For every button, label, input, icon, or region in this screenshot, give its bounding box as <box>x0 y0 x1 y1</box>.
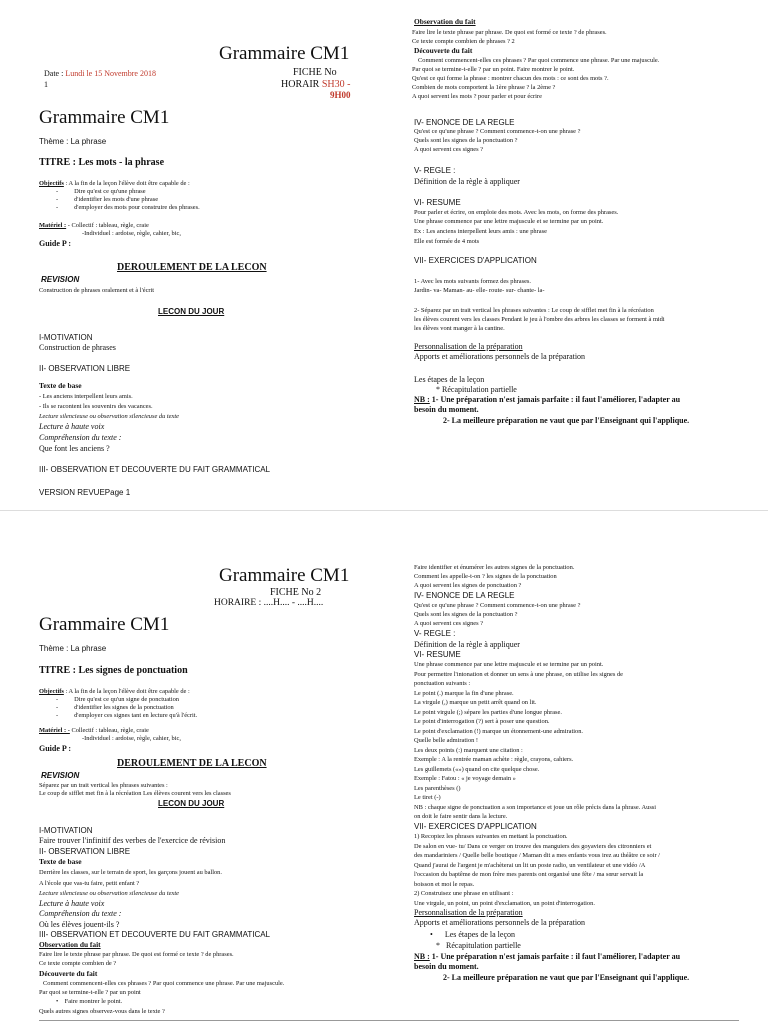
ex2-line: 2- Séparez par un trait vertical les phrases suivantes : Le coup de sifflet met fin à la récréation <box>414 307 654 314</box>
horaire-end: 9H00 <box>330 90 351 100</box>
text-line: on doit le faire sentir dans la lecture. <box>414 813 508 820</box>
horaire-line: HORAIRE : ....H.... - ....H.... <box>214 598 324 608</box>
ex-line: 1- Avec les mots suivants formez des phrases. <box>414 278 532 285</box>
page-number: 1 <box>44 80 48 89</box>
regle-text: Définition de la règle à appliquer <box>414 177 520 186</box>
dec-line: Combien de mots comportent la 1ère phrase ? la 2ème ? <box>412 84 556 91</box>
dec-line: Comment commencent-elles ces phrases ? Par quoi commence une phrase. Par une majuscule. <box>43 980 285 987</box>
decouverte-title: Découverte du fait <box>414 46 473 55</box>
obs-line: Faire lire le texte phrase par phrase. De quoi est formé ce texte ? de phrases. <box>412 29 607 36</box>
lecon-heading: LECON DU JOUR <box>158 799 225 808</box>
obs-line: Ce texte compte combien de ? <box>39 960 117 967</box>
text-line: Les parenthèses () <box>414 784 461 792</box>
obj-item: - Dire qu'est ce qu'un signe de ponctuation <box>56 696 179 703</box>
dec-line: Par quoi se termine-t-elle ? par un point. Faire montrer le point. <box>412 66 575 73</box>
enonce-line: Quels sont les signes de la ponctuation ? <box>414 611 518 618</box>
text-line: Le tiret (-) <box>414 794 441 801</box>
deroulement-heading: DEROULEMENT DE LA LECON <box>117 262 267 273</box>
page-bottom-rule <box>39 1020 739 1021</box>
texte-line: Derrière les classes, sur le terrain de sport, les garçons jouent au ballon. <box>39 869 222 876</box>
enonce: IV- ENONCE DE LA REGLE <box>414 591 515 600</box>
header-title: Grammaire CM1 <box>219 43 350 64</box>
resume-line: Une phrase commence par une lettre majuscule et se termine par un point. <box>414 218 604 225</box>
resume-line: Elle est formée de 4 mots <box>414 238 480 245</box>
exercices: VII- EXERCICES D'APPLICATION <box>414 256 537 265</box>
question: Où les élèves jouent-ils ? <box>39 920 120 929</box>
obj-item: - d'employer ces signes tant en lecture qu'à l'écrit. <box>56 712 198 719</box>
resume: VI- RESUME <box>414 650 461 659</box>
text-line: Une phrase commence par une lettre majuscule et se termine par un point. <box>414 661 604 668</box>
deroulement-heading: DEROULEMENT DE LA LECON <box>117 758 267 769</box>
recapitulation: * Récapitulation partielle <box>436 385 517 394</box>
motivation: I-MOTIVATION <box>39 333 93 342</box>
top-line: Comment les appelle-t-on ? les signes de la ponctuation <box>414 573 557 580</box>
revision-text: Construction de phrases oralement et à l'écrit <box>39 287 155 294</box>
dec-line: Qu'est ce qui forme la phrase : montrer chacun des mots : ce sont des mots ?. <box>412 75 609 82</box>
lesson-title: TITRE : Les signes de ponctuation <box>39 665 188 676</box>
etapes: • Les étapes de la leçon <box>430 930 515 939</box>
materiel: Matériel : - Collectif : tableau, règle, craie <box>39 222 149 229</box>
recapitulation: * Récapitulation partielle <box>436 941 521 950</box>
nb-note-cont: besoin du moment. <box>414 962 479 971</box>
text-line: Quelle belle admiration ! <box>414 737 479 744</box>
lecture-silencieuse: Lecture silencieuse ou observation silencieuse du texte <box>39 413 179 420</box>
exercices: VII- EXERCICES D'APPLICATION <box>414 822 537 831</box>
texte-base: Texte de base <box>39 857 82 866</box>
text-line: ponctuation suivants : <box>414 680 471 687</box>
nb-note-2: 2- La meilleure préparation ne vaut que par l'Enseignant qui l'applique. <box>443 416 690 425</box>
guide: Guide P : <box>39 239 72 248</box>
main-title: Grammaire CM1 <box>39 614 170 635</box>
revision-line: Le coup de sifflet met fin à la récréation Les élèves courent vers les classes <box>39 790 231 797</box>
ex2-line: les élèves courent vers les classes Pendant le jeu à l'ombre des arbres les classes se forment à midi <box>414 316 665 323</box>
text-line: La virgule (,) marque un petit arrêt quand on lit. <box>414 699 537 706</box>
text-line: Le point d'interrogation (?) sert à poser une question. <box>414 718 550 725</box>
text-line: 1) Recopiez les phrases suivantes en mettant la ponctuation. <box>414 833 568 840</box>
text-line: boisson et moi le repas. <box>414 880 475 888</box>
personnalisation-text: Apports et améliorations personnels de la préparation <box>414 918 586 927</box>
text-line: Les deux points (:) marquent une citation : <box>414 746 523 754</box>
text-line: Exemple : A la rentrée maman achète : règle, crayons, cahiers. <box>414 756 574 763</box>
enonce-line: Qu'est ce qu'une phrase ? Comment commence-t-on une phrase ? <box>414 128 581 135</box>
enonce-line: A quoi servent ces signes ? <box>414 620 484 627</box>
objectifs: Objectifs : A la fin de la leçon l'élève doit être capable de : <box>39 180 190 187</box>
nb-note: NB : 1- Une préparation n'est jamais parfaite : il faut l'améliorer, l'adapter au <box>414 952 681 961</box>
comprehension: Compréhension du texte : <box>39 909 122 918</box>
resume-line: Ex : Les anciens interpellent leurs amis : une phrase <box>414 228 547 235</box>
enonce: IV- ENONCE DE LA REGLE <box>414 118 515 127</box>
decouverte-title: Découverte du fait <box>39 969 98 978</box>
obs-fait-title: Observation du fait <box>39 940 101 949</box>
observation-libre: II- OBSERVATION LIBRE <box>39 847 131 856</box>
dec-last: Quels autres signes observez-vous dans le texte ? <box>39 1008 165 1015</box>
revision-heading: REVISION <box>41 275 80 284</box>
text-line: Une virgule, un point, un point d'exclamation, un point d'interrogation. <box>414 899 595 907</box>
main-title: Grammaire CM1 <box>39 107 170 128</box>
ex-line: Jardin- va- Maman- au- elle- route- sur- chante- la- <box>414 287 545 294</box>
question: Que font les anciens ? <box>39 444 110 453</box>
materiel-individuel: -Individuel : ardoise, règle, cahier, bic, <box>82 230 181 237</box>
nb-note-cont: besoin du moment. <box>414 405 479 414</box>
theme: Thème : La phrase <box>39 137 107 146</box>
texte-line: - Les anciens interpellent leurs amis. <box>39 393 133 400</box>
text-line: l'occasion du baptême de mon frère mes parents ont organisé une fête / ma sœur servait la <box>414 871 644 878</box>
text-line: des mandariniers / Quelle belle boutique / Maman dit a mes enfants vous irez au théâtre ce soir / <box>414 852 660 859</box>
text-line: Pour permettre l'intonation et donner un sens à une phrase, on utilise les signes de <box>414 670 623 678</box>
materiel-individuel: -Individuel : ardoise, règle, cahier, bic, <box>82 735 181 742</box>
text-line: De salon en vue- tu/ Dans ce verger on trouve des manguiers des goyaviers des citronniers et <box>414 842 652 850</box>
personnalisation-text: Apports et améliorations personnels de la préparation <box>414 352 586 361</box>
materiel: Matériel : - Collectif : tableau, règle, craie <box>39 727 149 734</box>
comprehension: Compréhension du texte : <box>39 433 122 442</box>
fiche-label: FICHE No 2 <box>270 587 322 598</box>
horaire-line: HORAIR SH30 - <box>281 79 351 90</box>
obs-line: Faire lire le texte phrase par phrase. De quoi est formé ce texte ? de phrases. <box>39 951 234 958</box>
nb-note: NB : 1- Une préparation n'est jamais parfaite : il faut l'améliorer, l'adapter au <box>414 395 681 404</box>
motivation: I-MOTIVATION <box>39 826 93 835</box>
dec-line: Par quoi se termine-t-elle ? par un point <box>39 989 141 996</box>
lecon-heading: LECON DU JOUR <box>158 307 225 316</box>
enonce-line: Quels sont les signes de la ponctuation ? <box>414 137 518 144</box>
obj-item: - d'employer des mots pour construire des phrases. <box>56 204 200 211</box>
objectifs: Objectifs : A la fin de la leçon l'élève doit être capable de : <box>39 688 190 695</box>
page-separator <box>0 510 768 511</box>
obj-item: - Dire qu'est ce qu'une phrase <box>56 188 146 195</box>
personnalisation: Personnalisation de la préparation <box>414 342 523 351</box>
obs-fait-title: Observation du fait <box>414 17 476 26</box>
dec-line: Comment commencent-elles ces phrases ? Par quoi commence une phrase. Par une majuscule. <box>418 57 660 64</box>
personnalisation: Personnalisation de la préparation <box>414 908 523 917</box>
page-footer: VERSION REVUEPage 1 <box>39 488 131 497</box>
observation-fait: III- OBSERVATION ET DECOUVERTE DU FAIT GRAMMATICAL <box>39 930 270 939</box>
texte-line: - Ils se racontent les souvenirs des vacances. <box>39 403 153 410</box>
text-line: Quand j'aurai de l'argent je m'achèterai un lit un poste radio, un ventilateur et une vidéo /A <box>414 861 646 869</box>
dec-bullet: • Faire montrer le point. <box>56 998 123 1005</box>
revision-heading: REVISION <box>41 771 80 780</box>
resume: VI- RESUME <box>414 198 461 207</box>
regle-text: Définition de la règle à appliquer <box>414 640 520 649</box>
texte-base: Texte de base <box>39 381 82 390</box>
observation-libre: II- OBSERVATION LIBRE <box>39 364 131 373</box>
theme: Thème : La phrase <box>39 644 107 653</box>
motivation-text: Construction de phrases <box>39 343 116 352</box>
text-line: NB : chaque signe de ponctuation a son importance et joue un rôle précis dans la phrase. Aussi <box>414 803 657 811</box>
obj-item: - d'identifier les signes de la ponctuation <box>56 704 174 711</box>
nb-note-2: 2- La meilleure préparation ne vaut que par l'Enseignant qui l'applique. <box>443 973 690 982</box>
enonce-line: Qu'est ce qu'une phrase ? Comment commence-t-on une phrase ? <box>414 602 581 609</box>
lecture-silencieuse: Lecture silencieuse ou observation silencieuse du texte <box>39 890 179 897</box>
motivation-text: Faire trouver l'infinitif des verbes de l'exercice de révision <box>39 836 226 845</box>
regle: V- REGLE : <box>414 166 456 175</box>
guide: Guide P : <box>39 744 72 753</box>
text-line: Le point virgule (;) sépare les parties d'une longue phrase. <box>414 708 562 716</box>
obs-line: Ce texte compte combien de phrases ? 2 <box>412 38 515 45</box>
texte-line: A l'école que vas-tu faire, petit enfant ? <box>39 880 140 887</box>
resume-line: Pour parler et écrire, on emploie des mots. Avec les mots, on forme des phrases. <box>414 209 619 216</box>
top-line: Faire identifier et énumérer les autres signes de la ponctuation. <box>414 564 575 571</box>
revision-line: Séparez par un trait vertical les phrases suivantes : <box>39 782 168 789</box>
text-line: Le point d'exclamation (!) marque un étonnement-une admiration. <box>414 727 584 735</box>
text-line: Les guillemets («») quand on cite quelque chose. <box>414 765 540 773</box>
top-line: A quoi servent les signes de ponctuation ? <box>414 582 522 589</box>
dec-line: A quoi servent les mots ? pour parler et pour écrire <box>412 93 542 100</box>
date-line: Date : Lundi le 15 Novembre 2018 <box>44 69 156 78</box>
enonce-line: A quoi servent ces signes ? <box>414 146 484 153</box>
lesson-title: TITRE : Les mots - la phrase <box>39 157 165 168</box>
regle: V- REGLE : <box>414 629 456 638</box>
obj-item: - d'identifier les mots d'une phrase <box>56 196 159 203</box>
ex2-line: les élèves vont manger à la cantine. <box>414 325 505 332</box>
text-line: Le point (.) marque la fin d'une phrase. <box>414 689 514 697</box>
text-line: 2) Construisez une phrase en utilisant : <box>414 890 514 897</box>
etapes: Les étapes de la leçon <box>414 375 485 384</box>
lecture-haute: Lecture à haute voix <box>39 422 105 431</box>
observation-fait: III- OBSERVATION ET DECOUVERTE DU FAIT GRAMMATICAL <box>39 465 270 474</box>
fiche-label: FICHE No <box>293 67 337 78</box>
header-title: Grammaire CM1 <box>219 565 350 586</box>
date-value: Lundi le 15 Novembre 2018 <box>65 69 156 78</box>
text-line: Exemple : Fatou : « je voyage demain » <box>414 775 516 782</box>
lecture-haute: Lecture à haute voix <box>39 899 105 908</box>
